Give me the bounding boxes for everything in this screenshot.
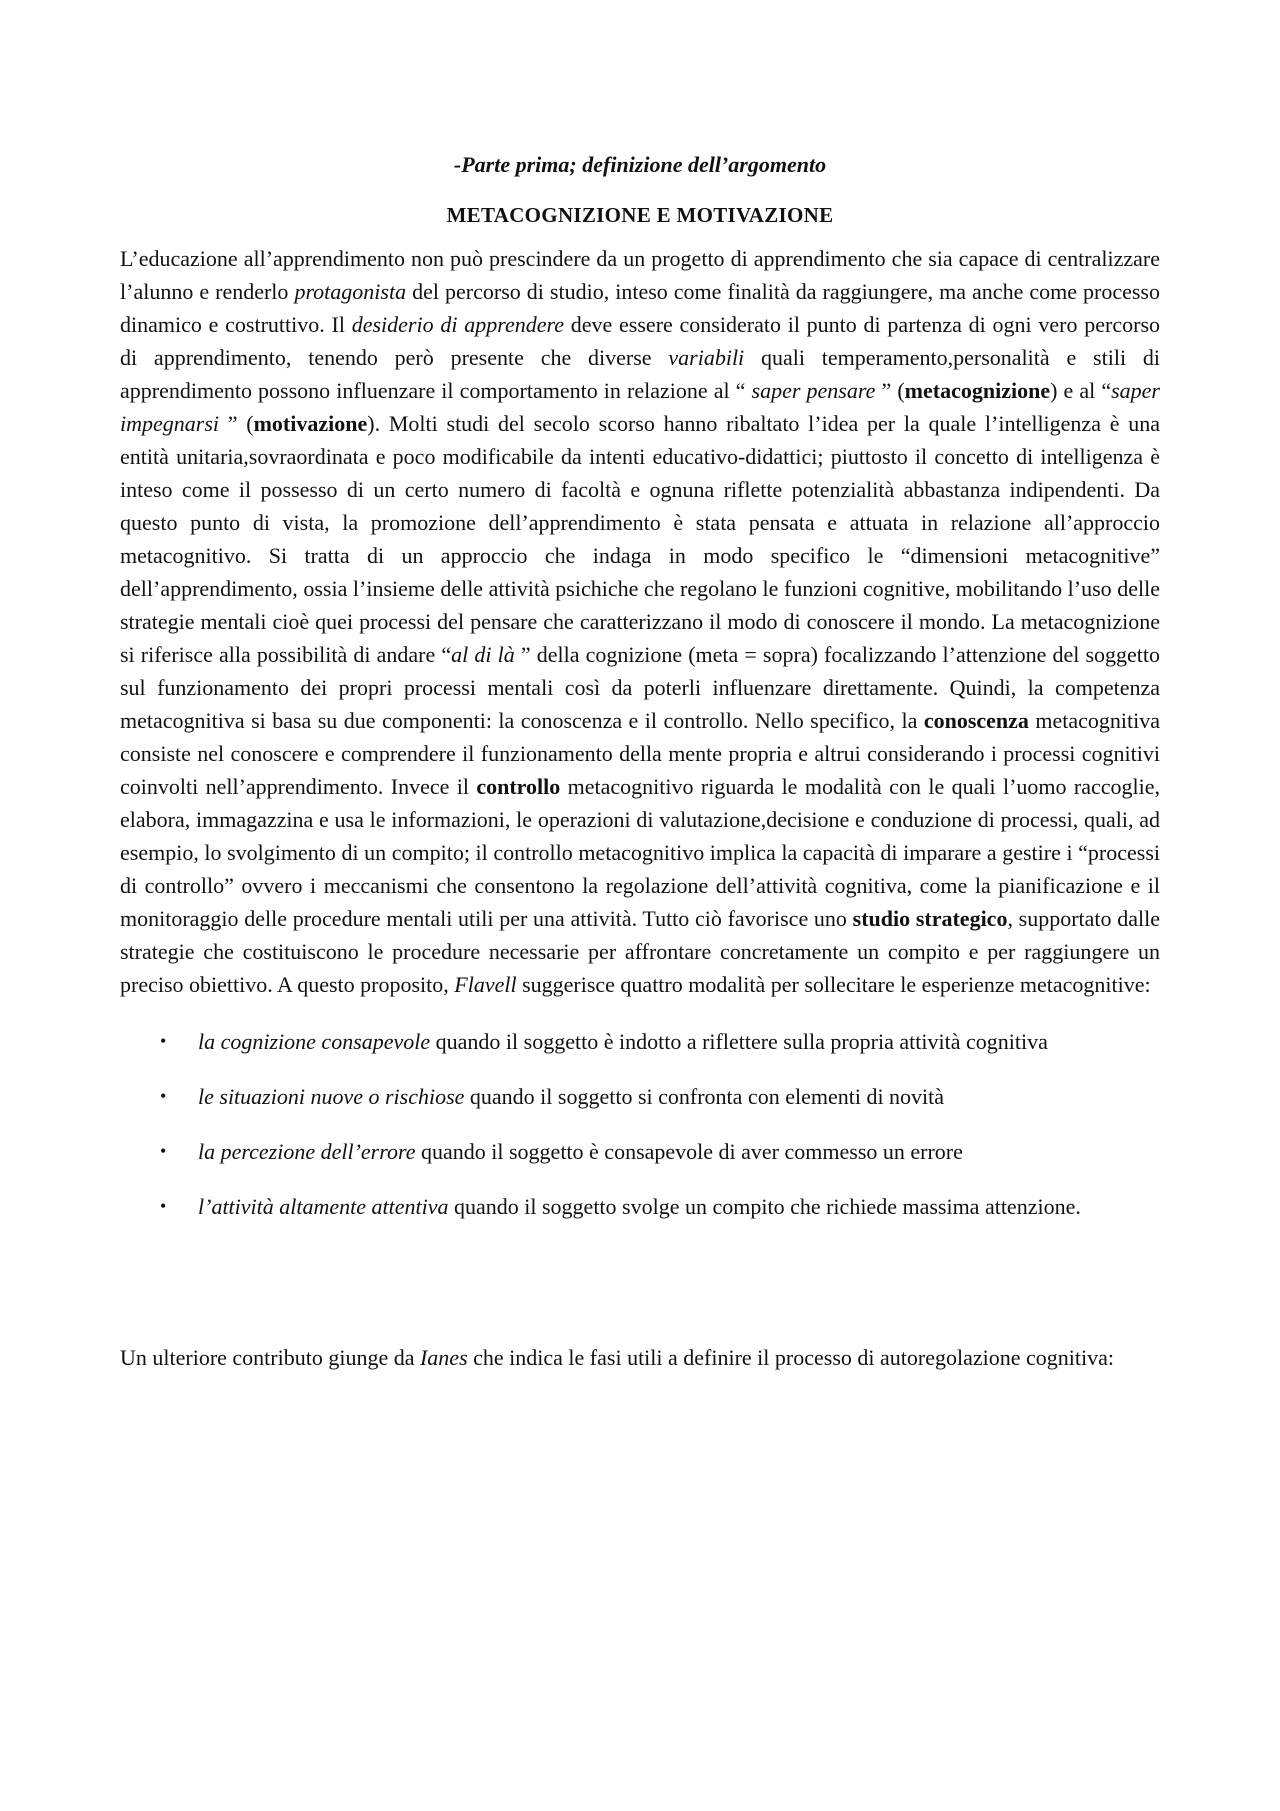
emphasis-desiderio: desiderio di apprendere: [351, 312, 564, 337]
text-run: del percorso di studio, inteso come finalità da raggiungere, ma anche come processo dinamico e costruttivo. Il: [120, 279, 1160, 337]
bold-motivazione: motivazione: [253, 411, 368, 436]
body-paragraph: [120, 242, 1160, 1001]
bullet-list: [120, 1025, 1160, 1223]
emphasis-flavell: Flavell: [454, 972, 517, 997]
list-item-term: la percezione dell’errore: [198, 1139, 416, 1164]
emphasis-al-di-la: al di là: [451, 642, 515, 667]
list-item-text: quando il soggetto è consapevole di aver commesso un errore: [415, 1139, 963, 1164]
emphasis-ianes: Ianes: [419, 1345, 468, 1370]
text-run: quali temperamento,personalità e stili di apprendimento possono influenzare il comportamento in relazione al “: [120, 345, 1160, 403]
list-item: [120, 1135, 1160, 1168]
text-run: metacognitiva consiste nel conoscere e comprendere il funzionamento della mente propria e altrui considerando i processi cognitivi coinvolti nell’apprendimento. Invece il: [120, 708, 1161, 799]
bold-controllo: controllo: [476, 774, 561, 799]
list-item-term: la cognizione consapevole: [198, 1029, 431, 1054]
list-item: [120, 1025, 1160, 1058]
list-item-term: l’attività altamente attentiva: [198, 1194, 449, 1219]
text-run: deve essere considerato il punto di partenza di ogni vero percorso di apprendimento, tenendo però presente che diverse: [120, 312, 1161, 370]
text-run: metacognitivo riguarda le modalità con le quali l’uomo raccoglie, elabora, immagazzina e usa le informazioni, le operazioni di valutazione,decisione e conduzione di processi, quali, ad esempio, lo svolgimento di un compito; il controllo metacognitivo implica la capacità di imparare a gestire i “processi di controllo” ovvero i meccanismi che consentono la regolazione dell’attività cognitiva, come la pianificazione e il monitoraggio delle procedure mentali utili per una attività. Tutto ciò favorisce uno: [120, 774, 1160, 931]
page-title: METACOGNIZIONE E MOTIVAZIONE: [446, 203, 834, 227]
bullet-icon: •: [160, 1031, 167, 1051]
text-run: ” (: [219, 411, 254, 436]
bullet-icon: •: [160, 1141, 167, 1161]
bullet-icon: •: [160, 1196, 167, 1216]
bold-studio-strategico: studio strategico: [852, 906, 1008, 931]
list-item-term: le situazioni nuove o rischiose: [198, 1084, 465, 1109]
emphasis-saper-impegnarsi: saper impegnarsi: [120, 378, 1160, 436]
list-item-text: quando il soggetto si confronta con elementi di novità: [464, 1084, 945, 1109]
text-run: Un ulteriore contributo giunge da: [120, 1345, 420, 1370]
emphasis-saper-pensare: saper pensare: [751, 378, 876, 403]
bold-conoscenza: conoscenza: [923, 708, 1029, 733]
list-item: [120, 1080, 1160, 1113]
text-run: ” (: [875, 378, 905, 403]
emphasis-variabili: variabili: [668, 345, 745, 370]
text-run: L’educazione all’apprendimento non può prescindere da un progetto di apprendimento che sia capace di centralizzare l’alunno e renderlo: [120, 246, 1160, 304]
document-page: [120, 150, 1160, 1396]
text-run: ) e al “: [1050, 378, 1112, 403]
text-run: ). Molti studi del secolo scorso hanno ribaltato l’idea per la quale l’intelligenza è una entità unitaria,sovraordinata e poco modificabile da intenti educativo-didattici; piuttosto il concetto di intelligenza è inteso come il possesso di un certo numero di facoltà e ognuna riflette potenzialità abbastanza indipendenti. Da questo punto di vista, la promozione dell’apprendimento è stata pensata e attuata in relazione all’approccio metacognitivo. Si tratta di un approccio che indaga in modo specifico le “dimensioni metacognitive” dell’apprendimento, ossia l’insieme delle attività psichiche che regolano le funzioni cognitive, mobilitando l’uso delle strategie mentali cioè quei processi del pensare che caratterizzano il modo di conoscere il mondo. La metacognizione si riferisce alla possibilità di andare “: [120, 411, 1160, 667]
list-item-text: quando il soggetto è indotto a riflettere sulla propria attività cognitiva: [430, 1029, 1048, 1054]
bold-metacognizione: metacognizione: [904, 378, 1051, 403]
section-subtitle: -Parte prima; definizione dell’argomento: [453, 152, 827, 177]
emphasis-protagonista: protagonista: [294, 279, 407, 304]
text-run: che indica le fasi utili a definire il processo di autoregolazione cognitiva:: [467, 1345, 1114, 1370]
text-run: , supportato dalle strategie che costituiscono le procedure necessarie per affrontare concretamente un compito e per raggiungere un preciso obiettivo. A questo proposito,: [120, 906, 1161, 997]
list-item: [120, 1190, 1160, 1223]
list-item-text: quando il soggetto svolge un compito che richiede massima attenzione.: [448, 1194, 1081, 1219]
bullet-icon: •: [160, 1086, 167, 1106]
text-run: suggerisce quattro modalità per sollecitare le esperienze metacognitive:: [516, 972, 1151, 997]
text-run: ” della cognizione (meta = sopra) focalizzando l’attenzione del soggetto sul funzionamento dei propri processi mentali così da poterli influenzare direttamente. Quindi, la competenza metacognitiva si basa su due componenti: la conoscenza e il controllo. Nello specifico, la: [120, 642, 1161, 733]
closing-paragraph: [120, 1341, 1160, 1374]
